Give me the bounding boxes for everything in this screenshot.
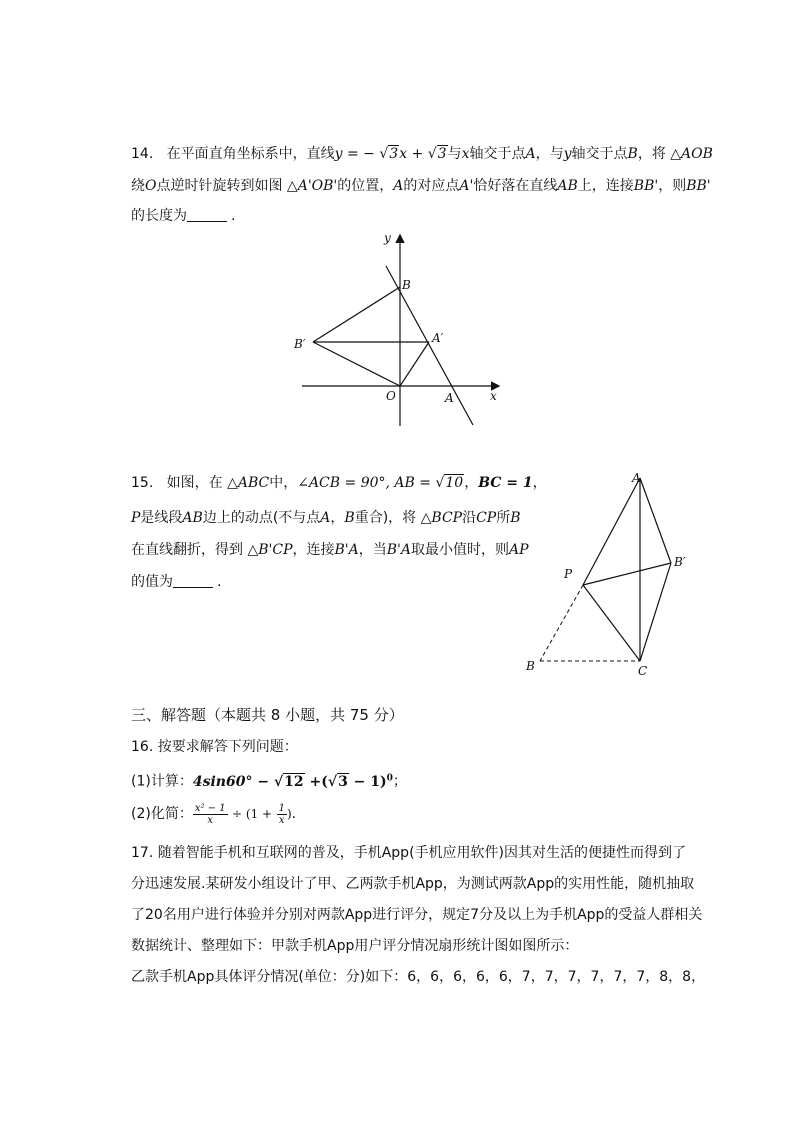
label-Bp: B′: [674, 555, 686, 569]
q14-A: A: [393, 178, 404, 194]
q14-y: y: [563, 146, 572, 162]
q14-AB: AB: [557, 178, 578, 194]
q15-number: 15.: [131, 475, 154, 491]
q15-AP: AP: [509, 542, 529, 558]
q16-p1-expression: $4\sin 60^\circ - √12 +(√3 - 1)^0$: [192, 773, 393, 790]
q14-line-2: 绕O点逆时针旋转到如图 △A'OB'的位置，A的对应点A'恰好落在直线AB上，连接BB'，则BB': [131, 178, 711, 194]
q15-A: A: [320, 510, 331, 526]
q14-text: 的长度为: [131, 208, 187, 224]
q16-p2-end: ): [286, 807, 292, 821]
label-O: O: [386, 389, 396, 403]
label-B: B: [526, 659, 535, 673]
q17-line-1: 17. 随着智能手机和互联网的普及，手机App(手机应用软件)因其对生活的便捷性而得到了: [131, 845, 686, 861]
q14-text: 轴交于点: [469, 146, 526, 162]
q15-BpA: B'A: [334, 542, 359, 558]
q16-p2-mid: ÷ (1 +: [232, 807, 273, 821]
q16-p1-label: (1)计算：: [131, 773, 193, 790]
q15-line-4: [131, 572, 221, 592]
q16-part-2: [131, 800, 296, 828]
q16-p2-period: .: [291, 806, 297, 822]
q16-p2-label: (2)化简：: [131, 806, 193, 822]
answer-blank[interactable]: [173, 573, 213, 588]
q15-text: ，: [464, 475, 479, 491]
q15-BpCP: B'CP: [258, 542, 293, 558]
q16-part-1: [131, 768, 407, 792]
q15-text: 所: [496, 510, 511, 526]
q14-text: ，则: [658, 178, 687, 194]
q16-p1-end: ；: [392, 773, 407, 790]
q15-line-2: P是线段AB边上的动点(不与点A，B重合)，将 △BCP沿CP所B: [131, 510, 521, 526]
label-A: A: [632, 471, 641, 485]
q15-text: 的值为: [131, 574, 173, 590]
q14-text: 上，连接: [577, 178, 634, 194]
q14-BBp: BB': [633, 178, 659, 194]
seg-PBp: [583, 563, 671, 585]
q17-line-4: 数据统计、整理如下：甲款手机App用户评分情况扇形统计图如图所示：: [131, 938, 579, 954]
q15-BpA: B'A: [386, 542, 411, 558]
q15-text: ，连接: [292, 542, 335, 558]
q15-CP: CP: [476, 510, 497, 526]
q17-line-2: 分迅速发展.某研发小组设计了甲、乙两款手机App，为测试两款App的实用性能，随机抽取: [131, 876, 695, 892]
q14-period: .: [231, 208, 236, 224]
q15-text: 中，: [269, 475, 298, 491]
q14-B: B: [627, 146, 638, 162]
q15-text: 在直线翻折，得到: [131, 542, 243, 558]
section-heading: 三、解答题（本题共 8 小题，共 75 分）: [131, 706, 404, 724]
label-x: x: [490, 389, 497, 403]
label-Bp: B′: [294, 337, 306, 351]
seg-PC: [583, 585, 640, 661]
seg-ABp: [640, 478, 671, 563]
q14-x: x: [461, 146, 470, 162]
label-P: P: [564, 567, 573, 581]
q15-text: 重合)，将: [354, 510, 417, 526]
q15-P: P: [131, 510, 141, 526]
q15-condition: ∠ACB = 90°, AB = √10: [297, 475, 464, 491]
q15-BCP: BCP: [431, 510, 463, 526]
q16-intro: 16. 按要求解答下列问题：: [131, 739, 298, 755]
q15-text: ，: [330, 510, 345, 526]
q16-fraction-1: $\frac{\text{x² − 1}}{x}$: [194, 802, 226, 826]
q14-text: 与: [447, 146, 462, 162]
q14-equation: y = − √3x + √3: [334, 146, 447, 162]
q14-text: ，与: [535, 146, 564, 162]
q15-text: ，: [532, 475, 547, 491]
label-A: A: [445, 391, 454, 405]
seg-OAp: [400, 342, 429, 386]
line-AB: [386, 266, 473, 425]
q14-text: 点逆时针旋转到如图: [156, 178, 283, 194]
q14-BBp: BB': [686, 178, 711, 194]
q15-line-3: 在直线翻折，得到 △B'CP，连接B'A，当B'A取最小值时，则AP: [131, 542, 529, 558]
q15-text: 沿: [462, 510, 477, 526]
q16-fraction-2: $\frac{1}{x}$: [278, 802, 285, 826]
q14-line-1: 14. 在平面直角坐标系中，直线y = − √3x + √3与x轴交于点A，与y轴交于点B，将 △AOB: [131, 146, 713, 162]
q17-line-3: 了20名用户进行体验并分别对两款App进行评分，规定7分及以上为手机App的受益人群相关: [131, 907, 703, 923]
label-Ap: A′: [432, 331, 444, 345]
q14-text: 在平面直角坐标系中，直线: [166, 146, 335, 162]
q15-AB: AB: [182, 510, 203, 526]
seg-BpB: [313, 287, 400, 342]
q15-ABC: ABC: [237, 475, 270, 491]
q15-BC: BC = 1: [478, 475, 533, 491]
q14-line-3: [131, 206, 235, 226]
q15-text: ，当: [358, 542, 387, 558]
answer-blank[interactable]: [187, 207, 227, 222]
q15-B: B: [344, 510, 355, 526]
q15-line-1: 15. 如图，在 △ABC中，∠ACB = 90°, AB = √10，BC = 1，: [131, 475, 547, 491]
q14-text: 绕: [131, 178, 145, 194]
q15-B: B: [510, 510, 521, 526]
label-B: B: [402, 278, 411, 292]
q17-line-5: 乙款手机App具体评分情况(单位：分)如下：6，6，6，6，6，7，7，7，7，7，7，8，8，: [131, 969, 706, 985]
q15-figure: [520, 466, 700, 681]
q15-text: 边上的动点(不与点: [202, 510, 321, 526]
q14-O: O: [145, 178, 157, 194]
q14-text: 恰好落在直线: [473, 178, 558, 194]
q14-text: 轴交于点: [571, 146, 628, 162]
seg-AP: [583, 478, 640, 585]
q14-triangle2: A'OB': [297, 178, 338, 194]
q14-text: 的对应点: [403, 178, 460, 194]
q14-number: 14.: [131, 146, 154, 162]
q15-period: .: [217, 574, 222, 590]
q15-text: 如图，在: [166, 475, 223, 491]
label-C: C: [638, 664, 648, 678]
q14-Ap: A': [459, 178, 474, 194]
q14-figure: [290, 228, 510, 433]
q15-text: 取最小值时，则: [411, 542, 509, 558]
q14-text: 的位置，: [337, 178, 394, 194]
q14-text: ，将: [637, 146, 666, 162]
q15-text: 是线段: [140, 510, 183, 526]
seg-BpC: [640, 563, 671, 661]
q14-triangle: AOB: [681, 146, 713, 162]
label-y: y: [384, 231, 391, 245]
seg-PB-dashed: [540, 585, 583, 661]
q14-A: A: [525, 146, 536, 162]
seg-OBp: [313, 342, 400, 386]
